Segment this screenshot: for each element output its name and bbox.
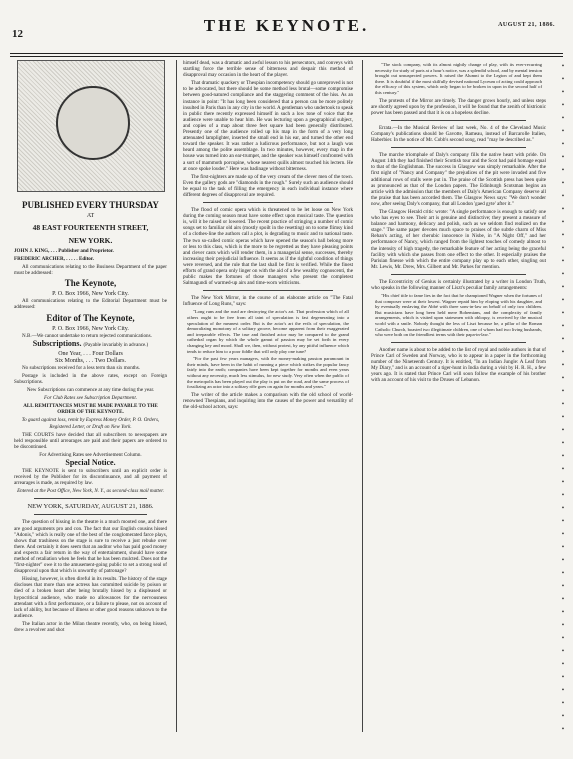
published-line: PUBLISHED EVERY THURSDAY xyxy=(22,200,159,210)
entered-note: Entered at the Post Office, New York, N. Y., as second-class mail matter. xyxy=(17,488,164,495)
col2-paragraph-1: himself dead, was a dramatic and awful lesson to his persecutors, and conveys with startling force the terrible sense of bitterness and despair this method of disapproval may occasion in the heart of the player. xyxy=(183,60,353,79)
published-at: AT xyxy=(86,213,95,219)
staff-editor: FREDERIC ARCHER, . . . . . Editor. xyxy=(14,256,94,263)
liszt-quote: "His chief title to fame lies in the fact that he championed Wagner when the fortunes of that composer were at their lowest. Wagner repaid him by eloping with his daughter, and by eventually enslaving the Abbé with three sons-in-law on behalf of only two children. But musicians have long been held mere Bohemians, and the complexity of family arrangements, which is visited upon statesmen with obloquy, is received by the musical world with a smile. Nobody thought the less of Liszt because he, a pillar of the Roman Catholic Church, boasted two illegitimate children, one of whom had two living husbands, who were both on the friendliest terms with their papa-in-law." xyxy=(375,293,542,338)
hissing-paragraph-2: Hissing, however, is often direful in its results. The history of the stage discloses that more than one actress has committed suicide by poison or died of a broken heart after being brutally hissed by a displeased or hypocritical audience, who made no allowances for the nervousness attendant with a first performance, or a failure to please, not on account of lack of ability, but because of illness or other good reasons unknown to the audience. xyxy=(14,576,167,619)
postage-note: Postage is included in the above rates, except on Foreign Subscriptions. xyxy=(14,372,167,385)
section-rule-6 xyxy=(391,342,526,343)
eccentricity-paragraph: The Eccentricity of Genius is certainly illustrated by a writer in London Truth, who speaks in the following manner of Liszt's peculiar family arrangements: xyxy=(371,278,546,291)
hissing-paragraph-3: The Italian actor in the Milan theatre recently, who, on being hissed, drew a revolver and shot xyxy=(14,620,167,634)
column-divider-1 xyxy=(176,60,177,732)
club-rates: For Club Rates see Subscription Department. xyxy=(43,395,138,402)
dateline-rule-2 xyxy=(34,514,147,515)
mirror-protests: The protests of the Mirror are timely. The danger grows hourly, and unless steps are shortly agreed upon by the profession, it will be found that the zenith of histrionic power has been passed and that it is on a hopeless decline. xyxy=(371,97,546,116)
rate-six-months: Six Months, . . . Two Dollars. xyxy=(55,357,126,364)
masthead-engraving xyxy=(17,60,165,192)
column-1 xyxy=(14,60,167,635)
guard-note: To guard against loss, remit by Express Money Order, P. O. Orders, Registered Letter, or Draft on New York. xyxy=(21,417,160,430)
special-notice: THE KEYNOTE is sent to subscribers until an explicit order is received by the Publisher for its discontinuance, and all payment of arrearages is made, as required by law. xyxy=(14,468,167,487)
advertising-note: For Advertising Rates see Advertisement Column. xyxy=(39,451,142,458)
staff-publisher: JOHN J. KING, . . . Publisher and Proprietor. xyxy=(14,248,114,254)
column-divider-2 xyxy=(362,60,363,732)
errata-paragraph: Errata.—In the Musical Review of last week, No. 4 of the Cleveland Music Company's publications should be Gavotte, Rameau, instead of Barcarolle Italien, Haberbier. In the notice of Mr. Cobb's second song, read "may be described as." xyxy=(371,124,546,144)
editor-box: P. O. Box 1966, New York City. xyxy=(52,325,129,332)
mirror-quote-1: "Long runs and the road are destroying the actor's art. That profession which of all others ought to be free from all taint of speculation is fast degenerating into a speculation of the meanest order. But is the actor's art the evils of speculation, the demoralizing monotony of a solitary groove, become apparent from their exaggerated and irreparable effects. The true and finished actor may be compared to the grand cathedral organ by which the whole gamut of passion may be set forth in every changing key and mood. Shall we, then, without protest, by any pitiful influence which tends to reduce him to a poor fiddle that will only play one tune? xyxy=(187,309,349,354)
comic-opera-paragraph: The flood of comic opera which is threatened to be let loose on New York during the coming season must have some effect upon musical taste. The question is, will it be raised or lowered. The recent practice of stringing a number of comic songs set to familiar old airs (mostly spoilt in the resetting) on to some flimsy kind of a clothes-line the authors call a plot, is degrading to music and to national taste. The two so-called comic operas which have opened the season's ball belong more or less to this class, which is the more to be regretted as they have pleasing points and clever casts which will render them, in a managerial sense, successes, thereby increasing their prejudicial influence. It seems as if the rightful condition of things were reversed, and the rule that the last shall be first is verified. While the finest efforts of grand opera only linger on with the aid of a few wealthy cognoscenti, the public makes the fortunes of those managers who present the completest Salmagundi of warmed-up airs and time-worn witticisms. xyxy=(183,207,353,287)
header-rule-2 xyxy=(10,56,563,57)
new-subs-note: New Subscriptions can commence at any time during the year. xyxy=(26,387,155,394)
courts-note: THE COURTS have decided that all subscribers to newspapers are held responsible until arrearages are paid and their papers are ordered to be discontinued. xyxy=(14,431,167,450)
mirror-intro: The New York Mirror, in the course of an elaborate article on "The Fatal Influence of Long Runs," says: xyxy=(183,295,353,308)
column-3 xyxy=(371,60,546,385)
section-rule-5 xyxy=(391,274,526,275)
office-address: 48 EAST FOURTEENTH STREET, xyxy=(32,223,149,232)
subscriptions-note: (Payable invariably in advance.) xyxy=(83,342,149,348)
glasgow-herald-paragraph: The Glasgow Herald critic wrote: "A single performance is enough to satisfy one who has eyes to see. Their art is genuine and distinctive; they present a measure of balance and harmony, delicacy and polish, such as we seldom find realized on the stage." The same paper devotes much space to praises of the subtle charm of Miss Rehan's acting, of her cherubic innocence in Nisbe, in "A Night Off," and her performance of Nancy, which ranged from the lightest touches of comedy almost to the intensity of high tragedy, the remarkable feature of her acting being the graceful facility with which she passes from one effect to the other. It especially praises the Parisian finesse with which the entire company play up to each other, singling out Mr. Lewis, Mr. Drew, Mrs. Gilbert and Mr. Parkes for mention. xyxy=(371,208,546,270)
editor-name: Editor of The Keynote, xyxy=(46,312,135,323)
editorial-note: All communications relating to the Editorial Department must be addressed: xyxy=(14,298,167,311)
prince-carl-paragraph: Another name is about to be added to the list of royal and noble authors in that of Prince Carl of Sweden and Norway, who is to appear in a paper in the forthcoming number of the Nineteenth Century. It is entitled, "In an Indian Jungle: A Leaf from My Diary," and is an account of a tiger-hunt in India during a visit by H. R. H., a few years ago. It is stated that Prince Carl will soon follow the example of his brother with an account of his visit to the Druses of Lebanon. xyxy=(371,346,546,384)
section-rule-4 xyxy=(391,147,526,148)
section-rule-2 xyxy=(203,290,333,291)
rate-one-year: One Year, . . . Four Dollars xyxy=(58,350,123,357)
mirror-quote-2: "For the past few years managers, with the money-making passion paramount in their minds, have been in the habit of running a piece which strikes the popular fancy fairly into the earth; companies have been kept together for months and even years without any necessity, much less stimulus, for new study. Very often when the public of the metropolis has been played out the play is put on the road, and the same process of fossilizing an actor into a solitary rôle goes on again for months and years." xyxy=(187,356,349,390)
office-city: NEW YORK. xyxy=(68,236,113,245)
no-subs-note: No subscriptions received for a less term than six months. xyxy=(22,364,140,371)
page-number: 12 xyxy=(12,28,23,40)
publisher-box: P. O. Box 1966, New York City. xyxy=(52,291,129,298)
remittance-note: ALL REMITTANCES MUST BE MADE PAYABLE TO THE ORDER OF THE KEYNOTE. xyxy=(23,403,158,416)
publisher-name: The Keynote, xyxy=(64,278,117,289)
col2-paragraph-2: That dramatic quackery or Thespian incompetency should go unreproved is not to be advocated, but there should be some method less brutal—some compromise between good-natured compliance and the staggering comment of the hiss. As an instance in point: "It has long been considered that a person can be more politely insulted in Paris than in any city in the world. A gentleman who undertook to speak in public there recently expressed himself in such a low tone of voice that the audience were unable to hear him. He was lecturing upon a geographical subject, and copies of a map about three feet square had been generally distributed. Presently one of the audience rolled up his map in the form of a very long attenuated lamplighter, inserted the small end in his ear, and turned the other end toward the speaker. It was rather a ludicrous performance, but not a laugh was heard among the polite assemblage. In two minutes, however, every map in the house was turned into an ear-trumpet, and the speaker was himself confronted with a sort of mammoth porcupine, whose nearest quills almost touched his lectern. He at once spoke louder." Here was badinage without bitterness. xyxy=(183,80,353,172)
col2-paragraph-3: The first-nighters are made up of the very cream of the clever men of the town. Even the gallery gods are "diamonds in the rough." Surely such an audience should be equal to the task of filling the emergency in each individual instance where different degrees of disapproval are required. xyxy=(183,173,353,198)
subscriptions-heading: Subscriptions. (Payable invariably in advance.) xyxy=(32,338,149,348)
stock-company-quote: "The stock company, with its almost nightly change of play, with its ever-recurring necessity for study of parts at a hour's notice, was a splendid school, and by mental tension brought out unsuspected powers. It raised the Alumni to the Legion of and kept them there. It is doubtful if the most skilfully devised national Lyceum of acting could approach the efficacy of this system, which only began to be broken in upon in the second half of this century." xyxy=(375,62,542,95)
section-rule-3 xyxy=(391,120,526,121)
rejected-note: N.B.—We cannot undertake to return rejected communications. xyxy=(22,332,152,339)
engraving-medallion-icon xyxy=(56,86,130,160)
business-note: All communications relating to the Business Department of the paper must be addressed: xyxy=(14,264,167,277)
issue-date: AUGUST 21, 1886. xyxy=(498,22,555,28)
header-rule xyxy=(10,53,563,54)
binding-margin-dots: • • • • • • • • • • • • • • • • • • • • • • • • • • • • • • • • • • • • • • • • • • • • • • • • • • • • xyxy=(561,62,565,733)
hissing-paragraph-1: The question of hissing in the theatre is a much mooted one, and there are good arguments pro and con. The fact that our English cousins hissed "Adonis," which is really one of the best of the conglomerated farce plays, shows that trashiness on the stage is sure to receive a just rebuke over there. And certainly it does seem that an auditor who has paid good money and expects a fair return in the way of entertainment, should have some method of retaliation when he feels that he has been mulcted. Does not the "first-nighter" owe it to the amusement-going public to set a strong seal of disapproval upon that which is unworthy of patronage? xyxy=(14,519,167,575)
special-notice-heading: Special Notice. xyxy=(65,457,116,467)
dateline-rule xyxy=(34,498,147,499)
column-2 xyxy=(183,60,353,412)
page-header xyxy=(10,14,563,44)
section-rule xyxy=(203,202,333,203)
dateline: NEW YORK, SATURDAY, AUGUST 21, 1886. xyxy=(27,503,154,511)
col2-paragraph-6: The writer of the article makes a comparison with the old school of world-renowned Thespians, and inquiring into the causes of the power and versatility of the old-school actors, says: xyxy=(183,391,353,410)
masthead-title: THE KEYNOTE. xyxy=(203,16,370,35)
daly-company-paragraph: The marche triomphale of Daly's company fills the native heart with pride. On August 14th they had finished their Scottish tour and the Scot had paid homage equal to that of the Englishman. The success in Glasgow was simply remarkable. After the first night of "Nancy and Company" the prejudices of the pit were invaded and five additional rows of stalls were put in. The praise of the Scottish press has been quite as pronounced as that of the London papers. The Edinburgh Scotsman begins an article with the admission that the members of Daly's American Company deserve all the praise that has been accorded them. The Glasgow News says: "We don't wonder now, after seeing Daly's company, that all London 'gaed gyte' after it." xyxy=(371,152,546,207)
